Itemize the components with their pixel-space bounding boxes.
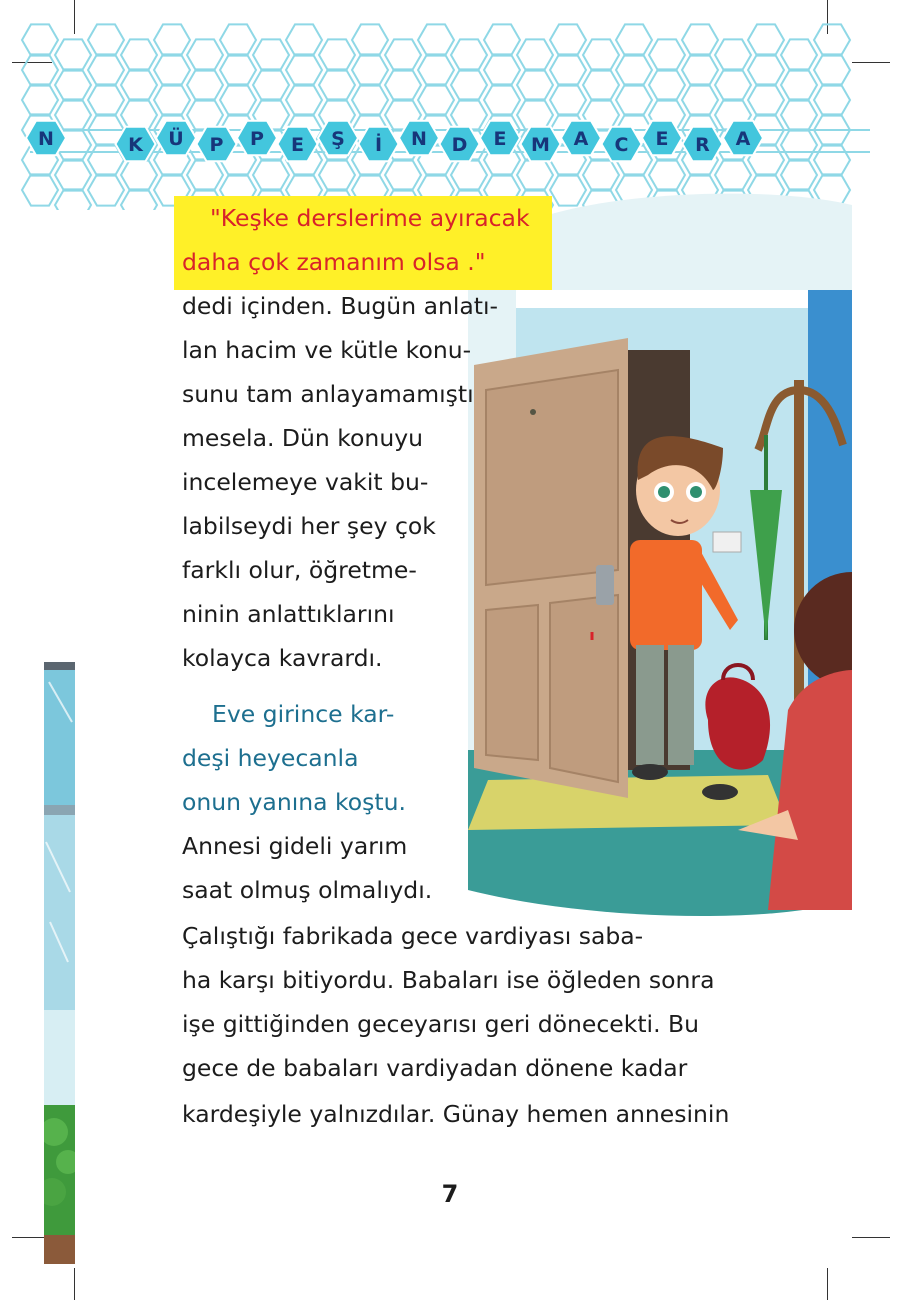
hexagon-outline	[418, 24, 454, 55]
paragraph-line: labilseydi her şey çok	[182, 512, 436, 540]
quote-line: "Keşke derslerime ayıracak	[210, 204, 530, 232]
page-number: 7	[441, 1180, 459, 1208]
hexagon-outline	[253, 39, 289, 70]
hexagon-outline	[451, 69, 487, 100]
hexagon-outline	[682, 54, 718, 85]
hexagon-outline	[550, 84, 586, 115]
title-letter-hexagon	[480, 121, 520, 156]
hexagon-outline	[286, 54, 322, 85]
paragraph-line-highlight: onun yanına koştu.	[182, 788, 406, 816]
paragraph-line: dedi içinden. Bugün anlatı-	[182, 292, 499, 320]
title-letter-hexagon	[723, 121, 763, 156]
hexagon-outline	[484, 54, 520, 85]
hexagon-outline	[253, 69, 289, 100]
paragraph-line: mesela. Dün konuyu	[182, 424, 424, 452]
paragraph-line: ninin anlattıklarını	[182, 600, 395, 628]
title-letter-hexagon	[440, 127, 480, 162]
hexagon-outline	[55, 159, 91, 190]
hexagon-outline	[748, 54, 784, 85]
hexagon-outline	[22, 84, 58, 115]
hexagon-outline	[286, 84, 322, 115]
paragraph-line: ha karşı bitiyordu. Babaları ise öğleden sonra	[182, 966, 715, 994]
hexagon-outline	[418, 54, 454, 85]
title-letter: M	[531, 134, 550, 156]
hexagon-outline	[352, 24, 388, 55]
hexagon-outline	[220, 24, 256, 55]
hexagon-outline	[319, 69, 355, 100]
hexagon-outline	[814, 144, 850, 175]
paragraph-line: lan hacim ve kütle konu-	[182, 336, 472, 364]
title-letter: A	[573, 128, 589, 150]
hexagon-outline	[121, 69, 157, 100]
title-letter: P	[209, 134, 224, 156]
hexagon-outline	[616, 54, 652, 85]
hexagon-outline	[88, 84, 124, 115]
hexagon-outline	[187, 159, 223, 190]
hexagon-outline	[22, 54, 58, 85]
crop-mark-bottom-left	[74, 1268, 75, 1300]
title-letter: Ş	[331, 128, 345, 150]
hexagon-outline	[154, 84, 190, 115]
paragraph-line: sunu tam anlayamamıştı	[182, 380, 474, 408]
hexagon-outline	[121, 39, 157, 70]
hexagon-outline	[748, 84, 784, 115]
door-icon	[474, 338, 628, 798]
paragraph-line: kardeşiyle yalnızdılar. Günay hemen annesinin	[182, 1100, 730, 1128]
hexagon-outline	[484, 84, 520, 115]
hexagon-outline	[352, 54, 388, 85]
window-illustration-icon	[44, 662, 75, 1264]
paragraph-line-highlight: Eve girince kar-	[212, 700, 395, 728]
title-letter-hexagon	[237, 121, 277, 156]
hexagon-header	[0, 20, 900, 210]
hexagon-outline	[55, 189, 91, 210]
hexagon-outline	[385, 39, 421, 70]
hexagon-outline	[88, 174, 124, 205]
title-letter: E	[291, 134, 304, 156]
title-letter-hexagon	[278, 127, 318, 162]
title-letter-hexagon	[642, 121, 682, 156]
title-letter-hexagon	[116, 127, 156, 162]
title-letter: A	[735, 128, 751, 150]
hexagon-outline	[319, 39, 355, 70]
hexagon-outline	[715, 39, 751, 70]
hexagon-outline	[121, 159, 157, 190]
title-letter-hexagon	[683, 127, 723, 162]
hexagon-outline	[451, 159, 487, 190]
hexagon-outline	[121, 189, 157, 210]
hexagon-outline	[55, 39, 91, 70]
hexagon-outline	[649, 159, 685, 190]
hexagon-outline	[616, 24, 652, 55]
hexagon-outline	[616, 84, 652, 115]
hexagon-outline	[517, 159, 553, 190]
hexagon-outline	[220, 84, 256, 115]
hexagon-outline	[319, 159, 355, 190]
hexagon-outline	[682, 84, 718, 115]
hexagon-outline	[715, 159, 751, 190]
paragraph-line-highlight: deşi heyecanla	[182, 744, 359, 772]
hexagon-outline	[484, 24, 520, 55]
title-letter: İ	[374, 134, 383, 156]
hexagon-outline	[154, 54, 190, 85]
hexagon-outline	[517, 39, 553, 70]
title-letter: E	[655, 128, 669, 150]
hexagon-outline	[781, 39, 817, 70]
hexagon-outline	[418, 84, 454, 115]
title-letter-hexagon	[399, 121, 439, 156]
paragraph-line: işe gittiğinden geceyarısı geri dönecekti. Bu	[182, 1010, 700, 1038]
paragraph-line: kolayca kavrardı.	[182, 644, 383, 672]
title-letter: N	[411, 128, 427, 150]
title-letter-hexagon	[156, 121, 196, 156]
paragraph-line: gece de babaları vardiyadan dönene kadar	[182, 1054, 688, 1082]
hexagon-outline	[385, 159, 421, 190]
paragraph-line: Annesi gideli yarım	[182, 832, 408, 860]
hexagon-outline	[781, 99, 817, 130]
hexagon-outline	[814, 84, 850, 115]
hexagon-outline	[583, 69, 619, 100]
title-letter: N	[38, 128, 54, 150]
hexagon-outline	[55, 99, 91, 130]
hexagon-outline	[253, 159, 289, 190]
paragraph-line: farklı olur, öğretme-	[182, 556, 417, 584]
crop-mark-right-bottom	[852, 1237, 890, 1238]
hexagon-outline	[550, 54, 586, 85]
hexagon-outline	[517, 69, 553, 100]
quote-line: daha çok zamanım olsa ."	[182, 248, 486, 276]
hexagon-outline	[781, 69, 817, 100]
title-letter: Ü	[168, 128, 184, 150]
paragraph-line: saat olmuş olmalıydı.	[182, 876, 433, 904]
title-letter: K	[128, 134, 143, 156]
hexagon-outline	[781, 129, 817, 160]
hexagon-outline	[583, 159, 619, 190]
hexagon-outline	[748, 24, 784, 55]
hexagon-outline	[55, 69, 91, 100]
title-letter-hexagon	[318, 121, 358, 156]
hexagon-outline	[187, 39, 223, 70]
hexagon-outline	[187, 69, 223, 100]
title-letter-hexagon	[521, 127, 561, 162]
title-letter-hexagon	[561, 121, 601, 156]
title-letter-hexagon	[26, 121, 66, 156]
hexagon-outline	[451, 39, 487, 70]
paragraph-line: incelemeye vakit bu-	[182, 468, 429, 496]
title-letter-hexagon	[602, 127, 642, 162]
hexagon-outline	[22, 174, 58, 205]
title-letter: C	[614, 134, 629, 156]
hexagon-outline	[220, 54, 256, 85]
hexagon-outline	[385, 69, 421, 100]
title-letter: D	[451, 134, 468, 156]
hexagon-outline	[715, 69, 751, 100]
title-letter-hexagon	[359, 127, 399, 162]
hexagon-outline	[814, 24, 850, 55]
title-letter: R	[695, 134, 710, 156]
title-letter: P	[250, 128, 264, 150]
hexagon-outline	[154, 24, 190, 55]
hexagon-outline	[550, 24, 586, 55]
hexagon-outline	[649, 69, 685, 100]
hexagon-outline	[814, 54, 850, 85]
left-page-strip	[44, 662, 75, 1264]
illustration	[468, 190, 852, 920]
title-letter: E	[493, 128, 507, 150]
paragraph-line: Çalıştığı fabrikada gece vardiyası saba-	[182, 922, 644, 950]
crop-mark-bottom-right	[827, 1268, 828, 1300]
title-letter-hexagon	[197, 127, 237, 162]
hexagon-outline	[286, 24, 322, 55]
hexagon-outline	[88, 54, 124, 85]
hexagon-outline	[352, 84, 388, 115]
hexagon-outline	[781, 159, 817, 190]
hexagon-outline	[88, 24, 124, 55]
hexagon-outline	[649, 39, 685, 70]
hexagon-outline	[22, 24, 58, 55]
hexagon-outline	[583, 39, 619, 70]
hexagon-outline	[682, 24, 718, 55]
